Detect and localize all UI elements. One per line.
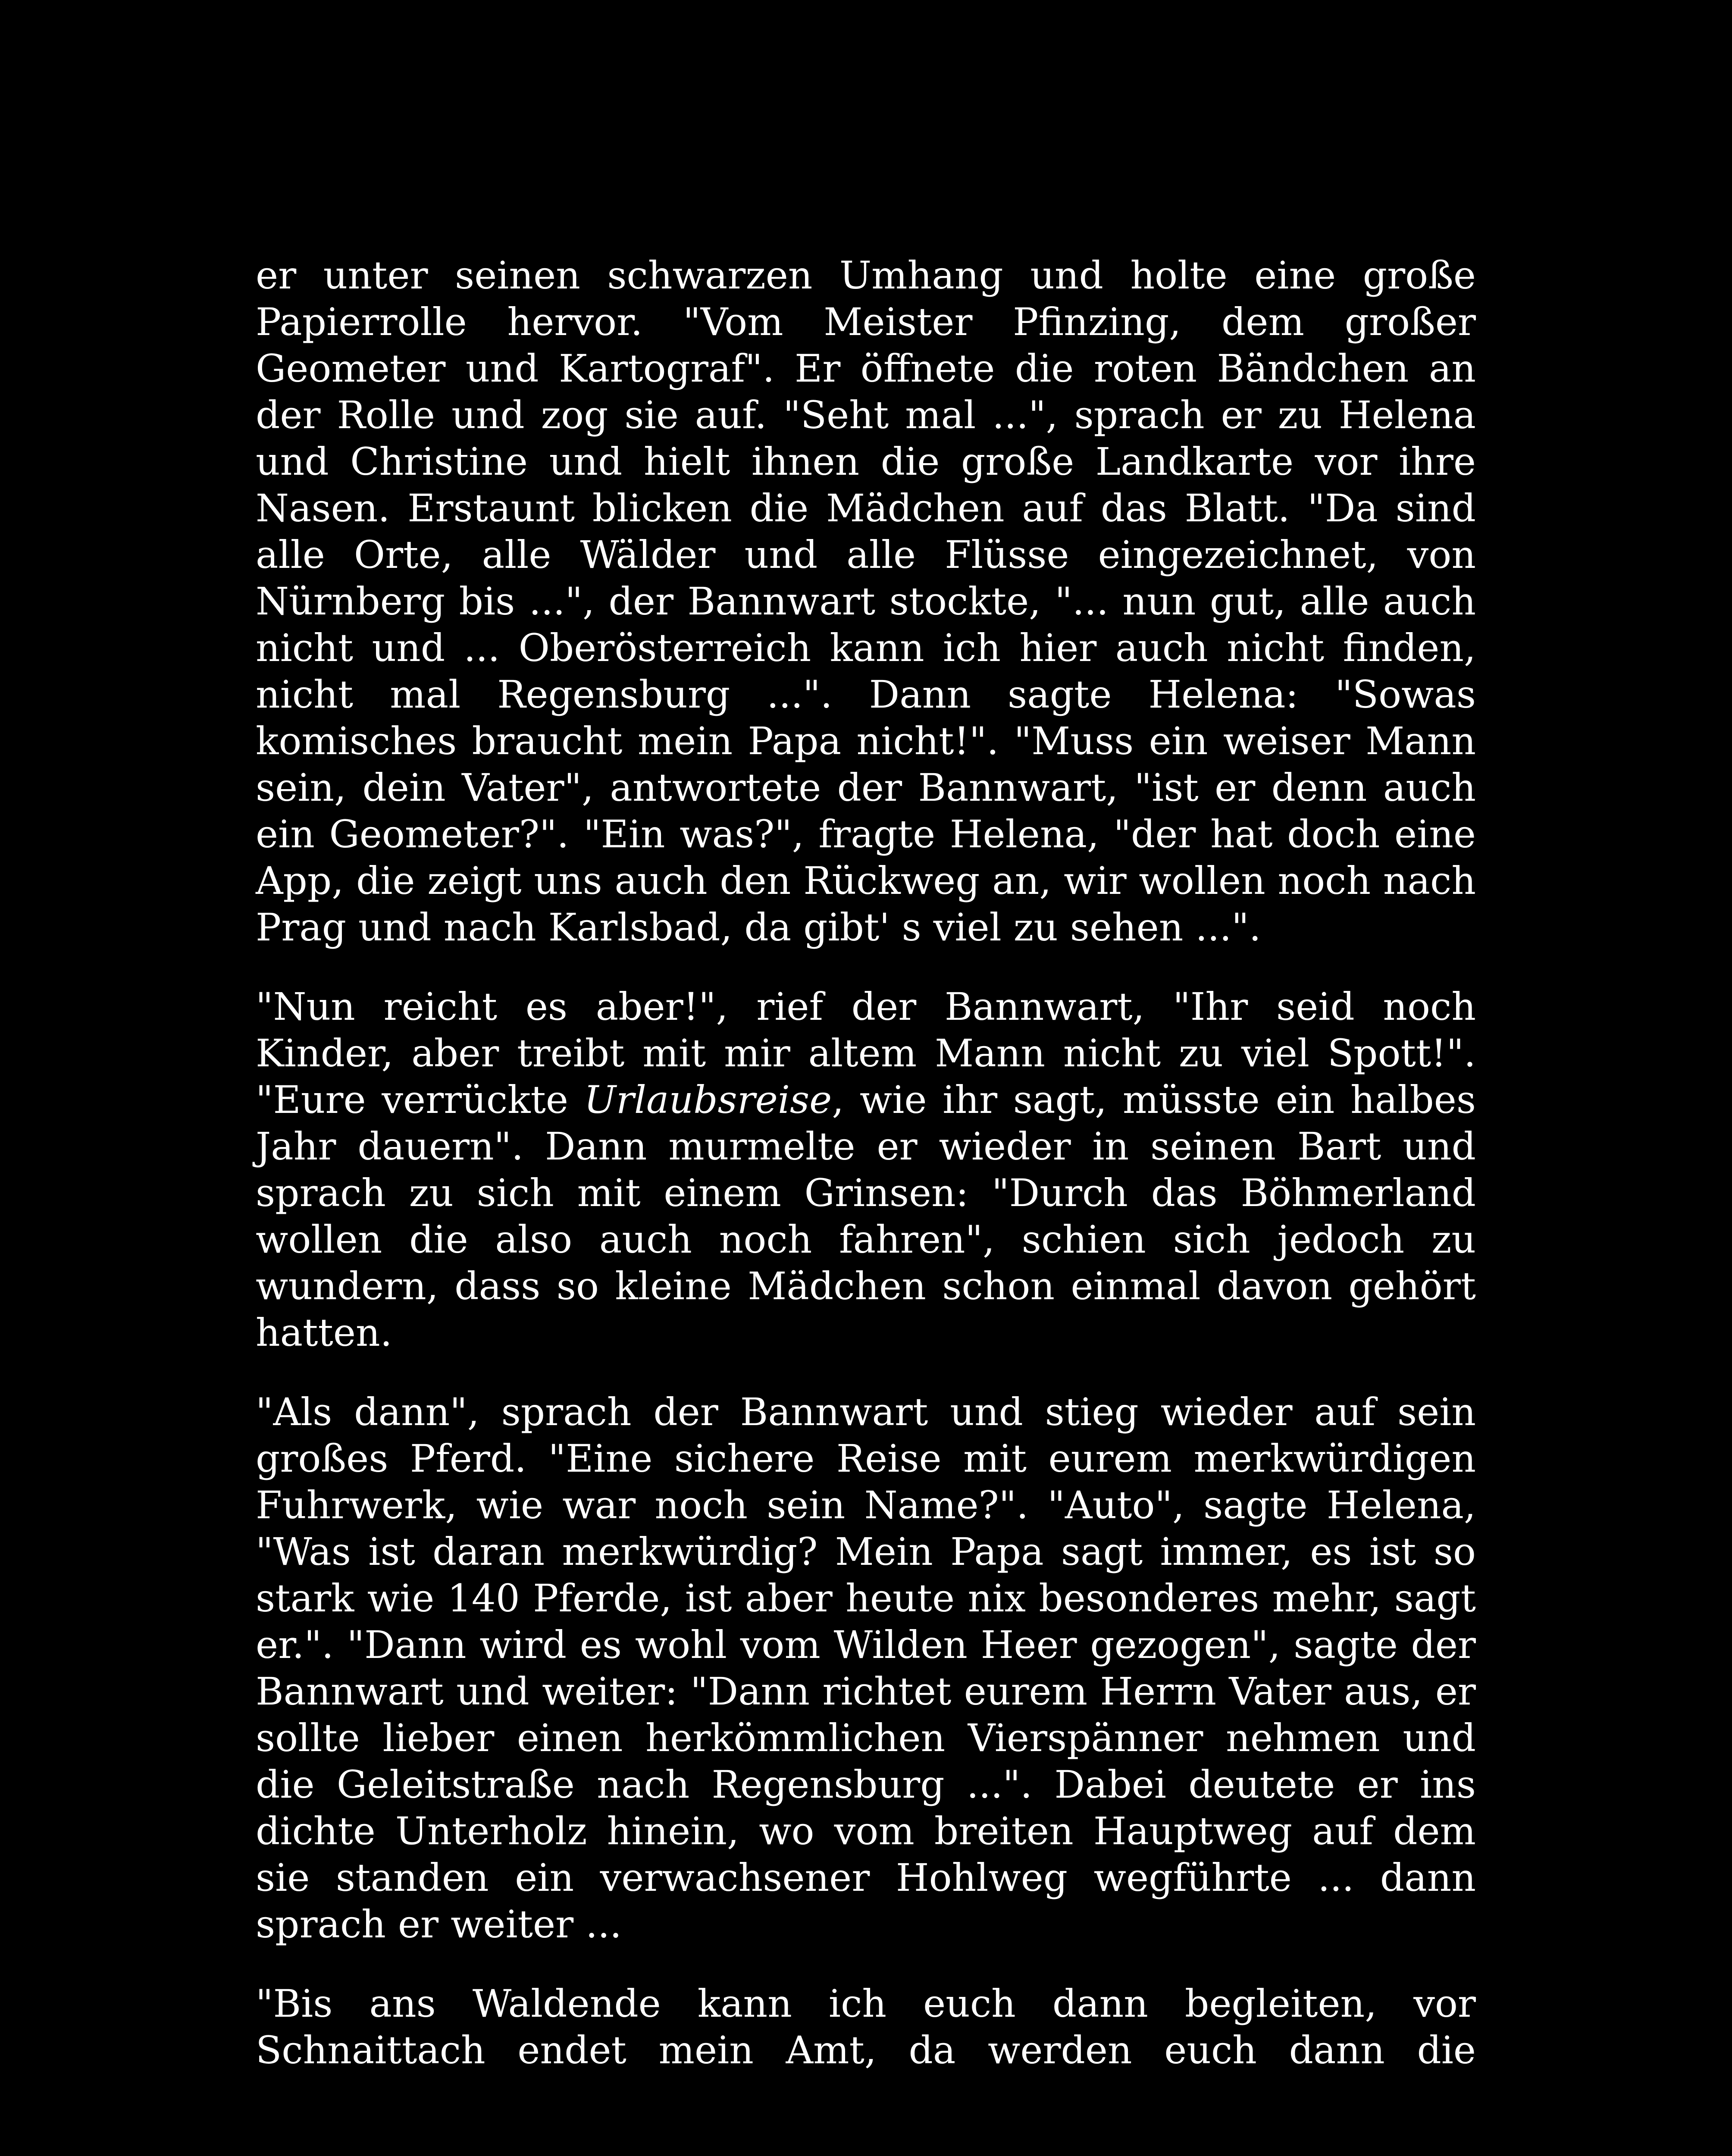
paragraph-3: "Als dann", sprach der Bannwart und stieg wieder auf sein großes Pferd. "Eine sichere Reise mit eurem merkwürdigen Fuhrwerk, wie war noch sein Name?". "Auto", sagte Helena, "Was ist daran merkwürdig? Mein Papa sagt immer, es ist so stark wie 140 Pferde, ist aber heute nix besonderes mehr, sagt er.". "Dann wird es wohl vom Wilden Heer gezogen", sagte der Bannwart und weiter: "Dann richtet eurem Herrn Vater aus, er sollte lieber einen herkömmlichen Vierspänner nehmen und die Geleitstraße nach Regensburg ...". Dabei deutete er ins dichte Unterholz hinein, wo vom breiten Hauptweg auf dem sie standen ein verwachsener Hohlweg wegführte ... dann sprach er weiter ... — [256, 1390, 1476, 1946]
paragraph-1: er unter seinen schwarzen Umhang und holte eine große Papierrolle hervor. "Vom Meister Pfinzing, dem großer Geometer und Kartograf". Er öffnete die roten Bändchen an der Rolle und zog sie auf. "Seht mal ...", sprach er zu Helena und Christine und hielt ihnen die große Landkarte vor ihre Nasen. Erstaunt blicken die Mädchen auf das Blatt. "Da sind alle Orte, alle Wälder und alle Flüsse eingezeichnet, von Nürnberg bis ...", der Bannwart stockte, "... nun gut, alle auch nicht und ... Oberösterreich kann ich hier auch nicht finden, nicht mal Regensburg ...". Dann sagte Helena: "Sowas komisches braucht mein Papa nicht!". "Muss ein weiser Mann sein, dein Vater", antwortete der Bannwart, "ist er denn auch ein Geometer?". "Ein was?", fragte Helena, "der hat doch eine App, die zeigt uns auch den Rückweg an, wir wollen noch nach Prag und nach Karlsbad, da gibt' s viel zu sehen ...". — [256, 253, 1476, 950]
paragraph-2-part-2: , wie ihr sagt, müsste ein halbes Jahr dauern". Dann murmelte er wieder in seinen Bart und sprach zu sich mit einem Grinsen: "Durch das Böhmerland wollen die also auch noch fahren", schien sich jedoch zu wundern, dass so kleine Mädchen schon einmal davon gehört hatten. — [256, 1078, 1476, 1355]
emphasis-urlaubsreise: Urlaubsreise — [584, 1078, 832, 1122]
body-text — [256, 252, 1476, 2074]
paragraph-2 — [256, 984, 1476, 1356]
paragraph-2-part-1: "Nun reicht es aber!", rief der Bannwart, "Ihr seid noch Kinder, aber treibt mit mir altem Mann nicht zu viel Spott!". "Eure verrückte — [256, 984, 1476, 1122]
paragraph-4: "Bis ans Waldende kann ich euch dann begleiten, vor Schnaittach endet mein Amt, da werden euch dann die — [256, 1981, 1476, 2072]
